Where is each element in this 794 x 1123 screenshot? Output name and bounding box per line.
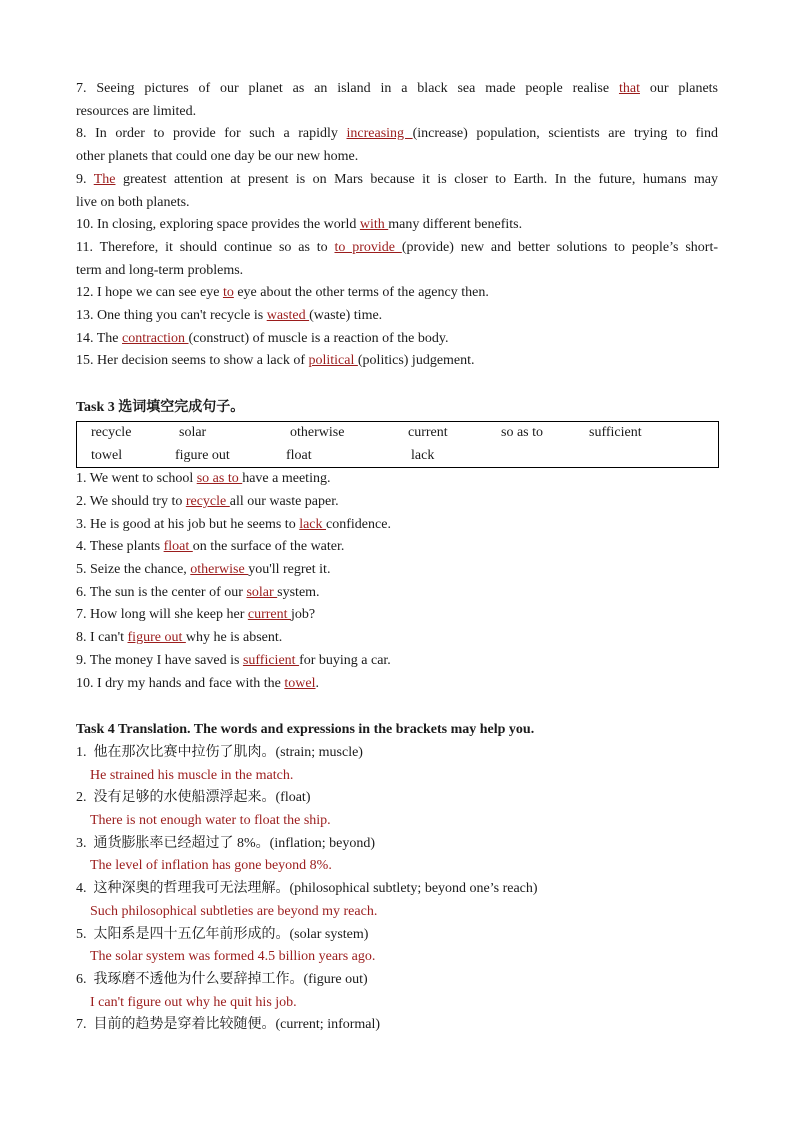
answer: solar: [246, 584, 278, 600]
task2-item-7-cont: resources are limited.: [76, 103, 197, 119]
answer: so as to: [196, 471, 243, 487]
answer: with: [359, 217, 389, 233]
task2-section: [76, 78, 718, 373]
task2-item-11: 11. Therefore, it should continue so as to to provide (provide) new and better solutions to people’s short-: [76, 239, 718, 255]
task4-answer: He strained his muscle in the match.: [90, 767, 294, 783]
word-bank-item: recycle: [91, 424, 132, 440]
word-bank-row-1: [91, 422, 718, 445]
task2-item-13: 13. One thing you can't recycle is wasted (waste) time.: [76, 308, 383, 324]
task4-answer: There is not enough water to float the ship.: [90, 813, 331, 829]
task4-question: 3. 通货膨胀率已经超过了 8%。(inflation; beyond): [76, 835, 376, 851]
task3-item: 6. The sun is the center of our solar system.: [76, 584, 320, 600]
word-bank: [76, 421, 719, 468]
answer: The: [93, 171, 116, 187]
task4-question: 5. 太阳系是四十五亿年前形成的。(solar system): [76, 926, 369, 942]
task4-question: 7. 目前的趋势是穿着比较随便。(current; informal): [76, 1017, 381, 1033]
task3-item: 8. I can't figure out why he is absent.: [76, 630, 283, 646]
task4-question: 2. 没有足够的水使船漂浮起来。(float): [76, 790, 311, 806]
task3-item: 5. Seize the chance, otherwise you'll regret it.: [76, 562, 331, 578]
answer: to provide: [334, 239, 402, 255]
task3-title: Task 3 选词填空完成句子。: [76, 400, 245, 416]
task4-answer: Such philosophical subtleties are beyond my reach.: [90, 903, 378, 919]
task3-item: 10. I dry my hands and face with the towel.: [76, 675, 319, 691]
task3-item: 4. These plants float on the surface of the water.: [76, 539, 345, 555]
task2-item-7: 7. Seeing pictures of our planet as an island in a black sea made people realise that our planets: [76, 81, 719, 96]
task3-item: 1. We went to school so as to have a meeting.: [76, 471, 331, 487]
task3-item: 7. How long will she keep her current job?: [76, 607, 316, 623]
task2-item-8: 8. In order to provide for such a rapidly increasing (increase) population, scientists are trying to find: [76, 126, 719, 142]
worksheet-page: [76, 78, 718, 1037]
task4-question: 4. 这种深奥的哲理我可无法理解。(philosophical subtlety; beyond one’s reach): [76, 881, 538, 897]
task4-title: Task 4 Translation. The words and expressions in the brackets may help you.: [76, 722, 535, 738]
answer: figure out: [127, 630, 186, 646]
word-bank-item: so as to: [501, 424, 543, 440]
task3-item: 9. The money I have saved is sufficient for buying a car.: [76, 652, 391, 668]
task4-answer: I can't figure out why he quit his job.: [90, 994, 297, 1010]
word-bank-item: sufficient: [589, 424, 642, 440]
task4-question: 1. 他在那次比赛中拉伤了肌肉。(strain; muscle): [76, 744, 363, 760]
task4-answer: The solar system was formed 4.5 billion years ago.: [90, 949, 376, 965]
answer: sufficient: [242, 652, 300, 668]
task2-item-8-cont: other planets that could one day be our new home.: [76, 149, 359, 165]
task2-item-15: 15. Her decision seems to show a lack of political (politics) judgement.: [76, 353, 475, 369]
word-bank-row-2: [91, 445, 718, 468]
task2-item-9: 9. The greatest attention at present is on Mars because it is closer to Earth. In the future, humans may: [76, 171, 718, 187]
answer: recycle: [185, 493, 230, 509]
task2-item-10: 10. In closing, exploring space provides the world with many different benefits.: [76, 217, 523, 233]
answer: political: [308, 353, 358, 369]
word-bank-item: figure out: [175, 447, 230, 463]
task2-item-9-cont: live on both planets.: [76, 194, 190, 210]
answer: that: [618, 81, 640, 96]
task2-item-12: 12. I hope we can see eye to eye about the other terms of the agency then.: [76, 285, 489, 301]
answer: to: [222, 285, 234, 301]
answer: increasing: [346, 126, 413, 142]
task4-question: 6. 我琢磨不透他为什么要辞掉工作。(figure out): [76, 971, 368, 987]
answer: towel: [284, 675, 316, 691]
word-bank-item: current: [408, 424, 448, 440]
answer: wasted: [266, 308, 310, 324]
word-bank-item: otherwise: [290, 424, 345, 440]
task4-answer: The level of inflation has gone beyond 8%.: [90, 858, 332, 874]
answer: lack: [299, 516, 327, 532]
answer: contraction: [122, 330, 189, 346]
task3-item: 2. We should try to recycle all our waste paper.: [76, 493, 339, 509]
word-bank-item: solar: [179, 424, 207, 440]
task2-item-14: 14. The contraction (construct) of muscle is a reaction of the body.: [76, 330, 449, 346]
task3-item: 3. He is good at his job but he seems to lack confidence.: [76, 516, 391, 532]
task3-section: [76, 397, 718, 695]
task2-item-11-cont: term and long-term problems.: [76, 262, 244, 278]
word-bank-item: towel: [91, 447, 123, 463]
answer: otherwise: [190, 562, 249, 578]
word-bank-item: lack: [411, 447, 435, 463]
answer: float: [163, 539, 193, 555]
task4-section: [76, 719, 718, 1037]
answer: current: [247, 607, 292, 623]
word-bank-item: float: [286, 447, 312, 463]
